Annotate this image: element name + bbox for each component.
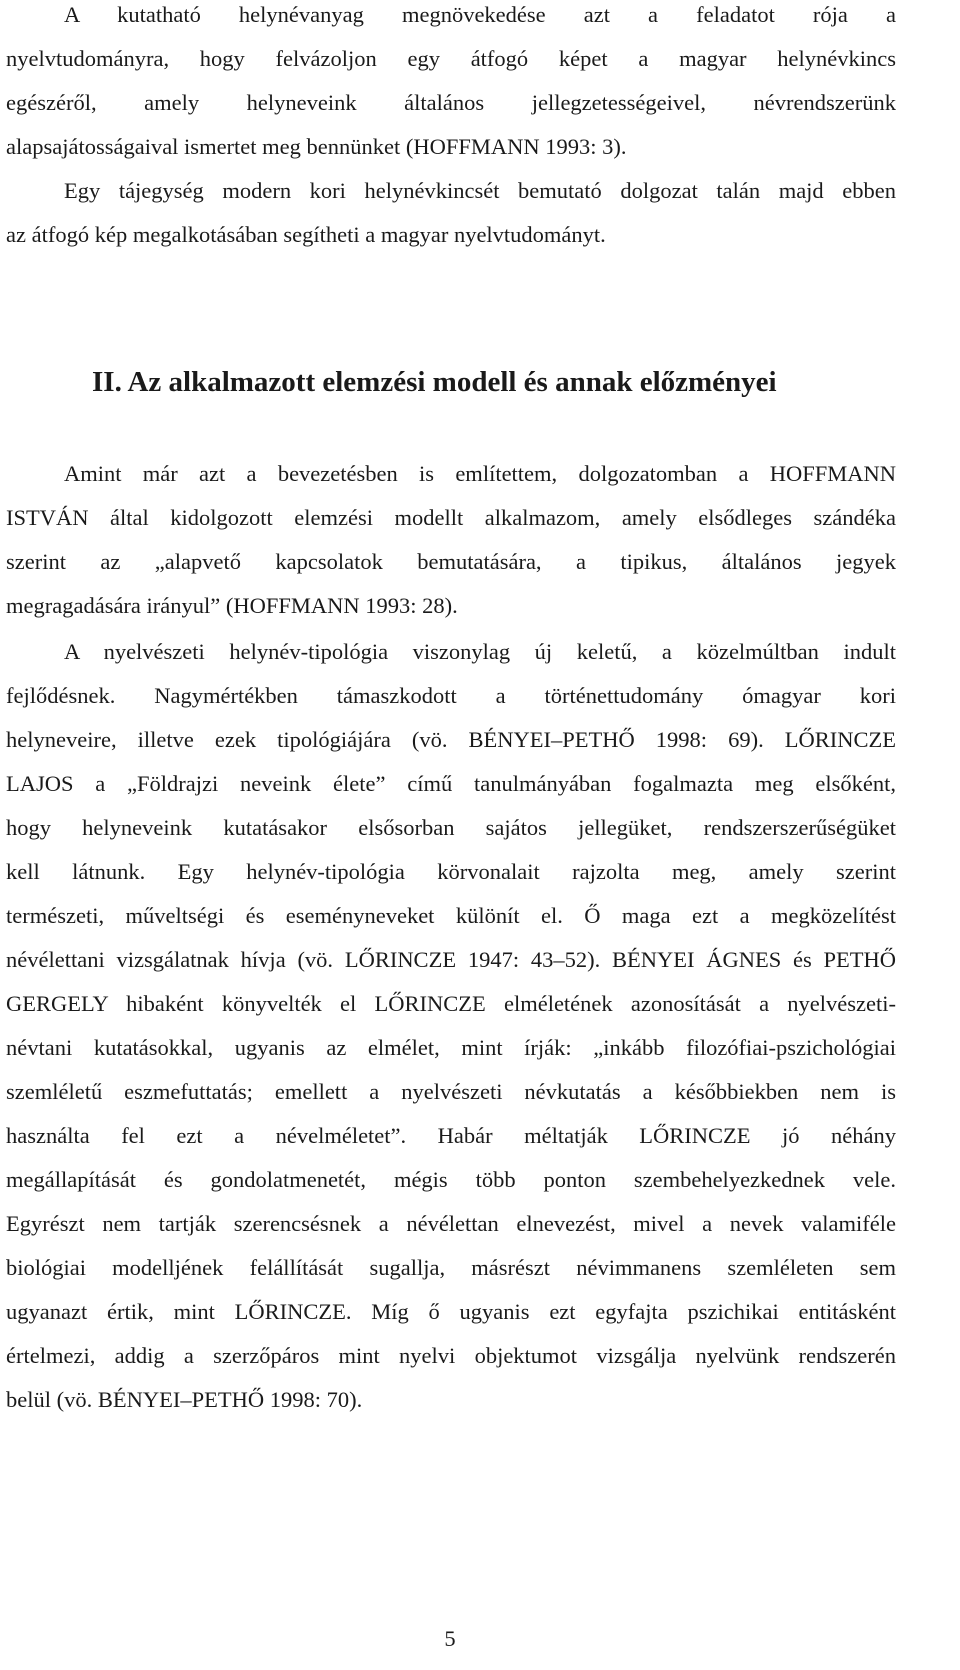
page-number: 5 bbox=[444, 1626, 456, 1651]
text-line: használta fel ezt a névelméletet”. Habár méltatják LŐRINCZE jó néhány bbox=[6, 1123, 896, 1148]
text-line: hogy helyneveink kutatásakor elsősorban sajátos jellegüket, rendszerszerűségüket bbox=[6, 815, 896, 840]
text-line: A kutatható helynévanyag megnövekedése azt a feladatot rója a bbox=[64, 2, 896, 27]
text-line: LAJOS a „Földrajzi neveink élete” című tanulmányában fogalmazta meg elsőként, bbox=[6, 771, 896, 796]
text-line: A nyelvészeti helynév-tipológia viszonylag új keletű, a közelmúltban indult bbox=[64, 639, 896, 664]
text-line: kell látnunk. Egy helynév-tipológia körvonalait rajzolta meg, amely szerint bbox=[6, 859, 896, 884]
text-line: Egyrészt nem tartják szerencsésnek a névélettan elnevezést, mivel a nevek valamiféle bbox=[6, 1211, 896, 1236]
text-line: szemléletű eszmefuttatás; emellett a nyelvészeti névkutatás a későbbiekben nem is bbox=[6, 1079, 896, 1104]
text-line: az átfogó kép megalkotásában segítheti a magyar nyelvtudományt. bbox=[6, 222, 606, 247]
text-line: helyneveire, illetve ezek tipológiájára (vö. BÉNYEI–PETHŐ 1998: 69). LŐRINCZE bbox=[6, 727, 896, 752]
text-line: Egy tájegység modern kori helynévkincsét bemutató dolgozat talán majd ebben bbox=[64, 178, 896, 203]
text-line: Amint már azt a bevezetésben is említettem, dolgozatomban a HOFFMANN bbox=[64, 461, 896, 486]
text-line: biológiai modelljének felállítását sugallja, másrészt névimmanens szemléleten sem bbox=[6, 1255, 896, 1280]
section-heading: II. Az alkalmazott elemzési modell és annak előzményei bbox=[92, 366, 777, 398]
text-line: szerint az „alapvető kapcsolatok bemutatására, a tipikus, általános jegyek bbox=[6, 549, 896, 574]
text-line: egészéről, amely helyneveink általános jellegzetességeivel, névrendszerünk bbox=[6, 90, 896, 115]
text-line: ugyanazt értik, mint LŐRINCZE. Míg ő ugyanis ezt egyfajta pszichikai entitásként bbox=[6, 1299, 896, 1324]
text-line: fejlődésnek. Nagymértékben támaszkodott a történettudomány ómagyar kori bbox=[6, 683, 896, 708]
text-line: GERGELY hibaként könyvelték el LŐRINCZE elméletének azonosítását a nyelvészeti- bbox=[6, 991, 896, 1016]
text-line: ISTVÁN által kidolgozott elemzési modellt alkalmazom, amely elsődleges szándéka bbox=[6, 505, 896, 530]
text-line: névtani kutatásokkal, ugyanis az elmélet, mint írják: „inkább filozófiai-pszichológiai bbox=[6, 1035, 896, 1060]
text-line: értelmezi, addig a szerzőpáros mint nyelvi objektumot vizsgálja nyelvünk rendszerén bbox=[6, 1343, 896, 1368]
text-line: megállapítását és gondolatmenetét, mégis több ponton szembehelyezkednek vele. bbox=[6, 1167, 896, 1192]
text-line: névélettani vizsgálatnak hívja (vö. LŐRINCZE 1947: 43–52). BÉNYEI ÁGNES és PETHŐ bbox=[6, 947, 896, 972]
text-line: alapsajátosságaival ismertet meg bennünket (HOFFMANN 1993: 3). bbox=[6, 134, 627, 159]
text-line: természeti, műveltségi és eseményneveket különít el. Ő maga ezt a megközelítést bbox=[6, 903, 896, 928]
text-line: megragadására irányul” (HOFFMANN 1993: 28). bbox=[6, 593, 458, 618]
text-line: belül (vö. BÉNYEI–PETHŐ 1998: 70). bbox=[6, 1387, 363, 1412]
text-line: nyelvtudományra, hogy felvázoljon egy átfogó képet a magyar helynévkincs bbox=[6, 46, 896, 71]
